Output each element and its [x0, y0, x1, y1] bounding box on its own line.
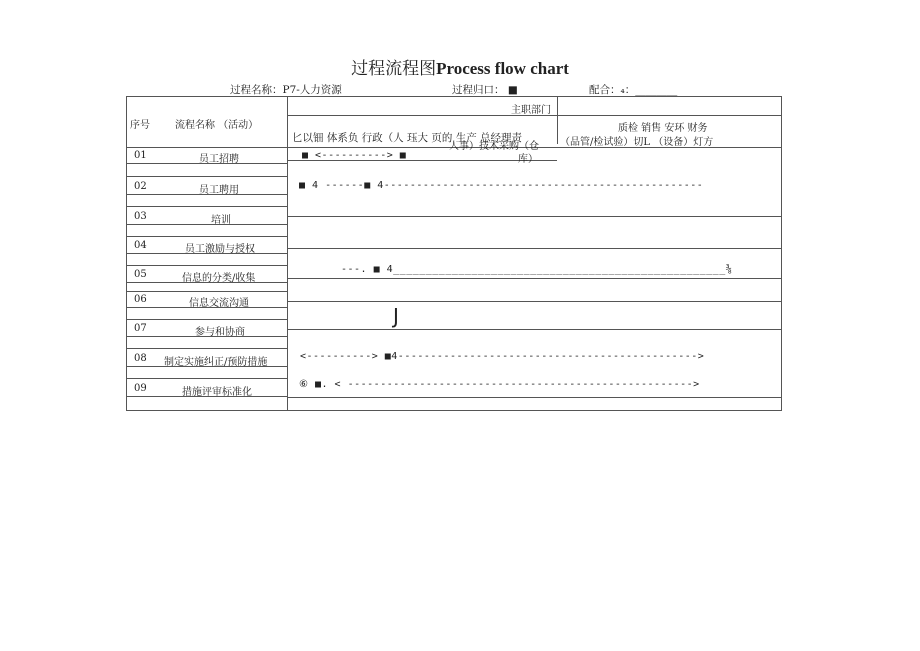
header-main-dept: 主职部门 — [511, 105, 551, 116]
row-name: 信息交流沟通 — [189, 298, 249, 309]
header-dept-right-b: （品管/检试验）切L （设备）灯方 — [560, 137, 714, 148]
row-seq: 07 — [134, 323, 147, 334]
row-seq: 08 — [134, 353, 147, 364]
header-dept-row-c: 库） — [518, 154, 538, 165]
document-title-en: Process flow chart — [436, 59, 569, 78]
row-flow: <----------> ■4----------------------------------------------> — [300, 351, 705, 362]
header-flow-name: 流程名称 （活动） — [175, 120, 259, 131]
row-seq: 01 — [134, 150, 147, 161]
row-flow: J — [393, 304, 399, 328]
row-name: 员工激励与授权 — [185, 244, 255, 255]
row-seq: 05 — [134, 269, 147, 280]
row-name: 措施评审标准化 — [182, 387, 252, 398]
header-dept-right-a: 质检 销售 安环 财务 — [618, 123, 708, 134]
header-dept-row-a: 匕以钿 体系负 行政（人 珏大 页的 生产 总经理责 — [292, 132, 523, 144]
coordination: 配合：₄：________ — [589, 84, 678, 96]
row-name: 员工招聘 — [199, 154, 239, 165]
row-flow: ⑥ ■. < -----------------------------------------------------> — [299, 379, 700, 390]
row-seq: 02 — [134, 181, 147, 192]
row-name: 参与和协商 — [195, 327, 245, 338]
header-seq: 序号 — [130, 120, 150, 131]
row-name: 制定实施纠正/预防措施 — [164, 357, 268, 368]
row-seq: 06 — [134, 294, 147, 305]
row-seq: 04 — [134, 240, 147, 251]
row-seq: 03 — [134, 211, 147, 222]
process-name: 过程名称：P7-人力资源 — [230, 84, 342, 96]
process-owner: 过程归口： ■ — [452, 84, 518, 96]
document-title: 过程流程图Process flow chart — [351, 59, 569, 79]
header-dept-row-b: 人事）技术采购（仓 — [449, 141, 539, 152]
row-flow: ---. ■ 4___________________________________________________⅜ — [341, 264, 733, 275]
row-flow: ■ <----------> ■ — [302, 150, 407, 161]
row-name: 员工聘用 — [199, 185, 239, 196]
row-seq: 09 — [134, 383, 147, 394]
row-name: 信息的分类/收集 — [182, 273, 256, 284]
row-flow: ■ 4 ------■ 4------------------------------------------------- — [299, 180, 704, 191]
row-name: 培训 — [211, 215, 231, 226]
